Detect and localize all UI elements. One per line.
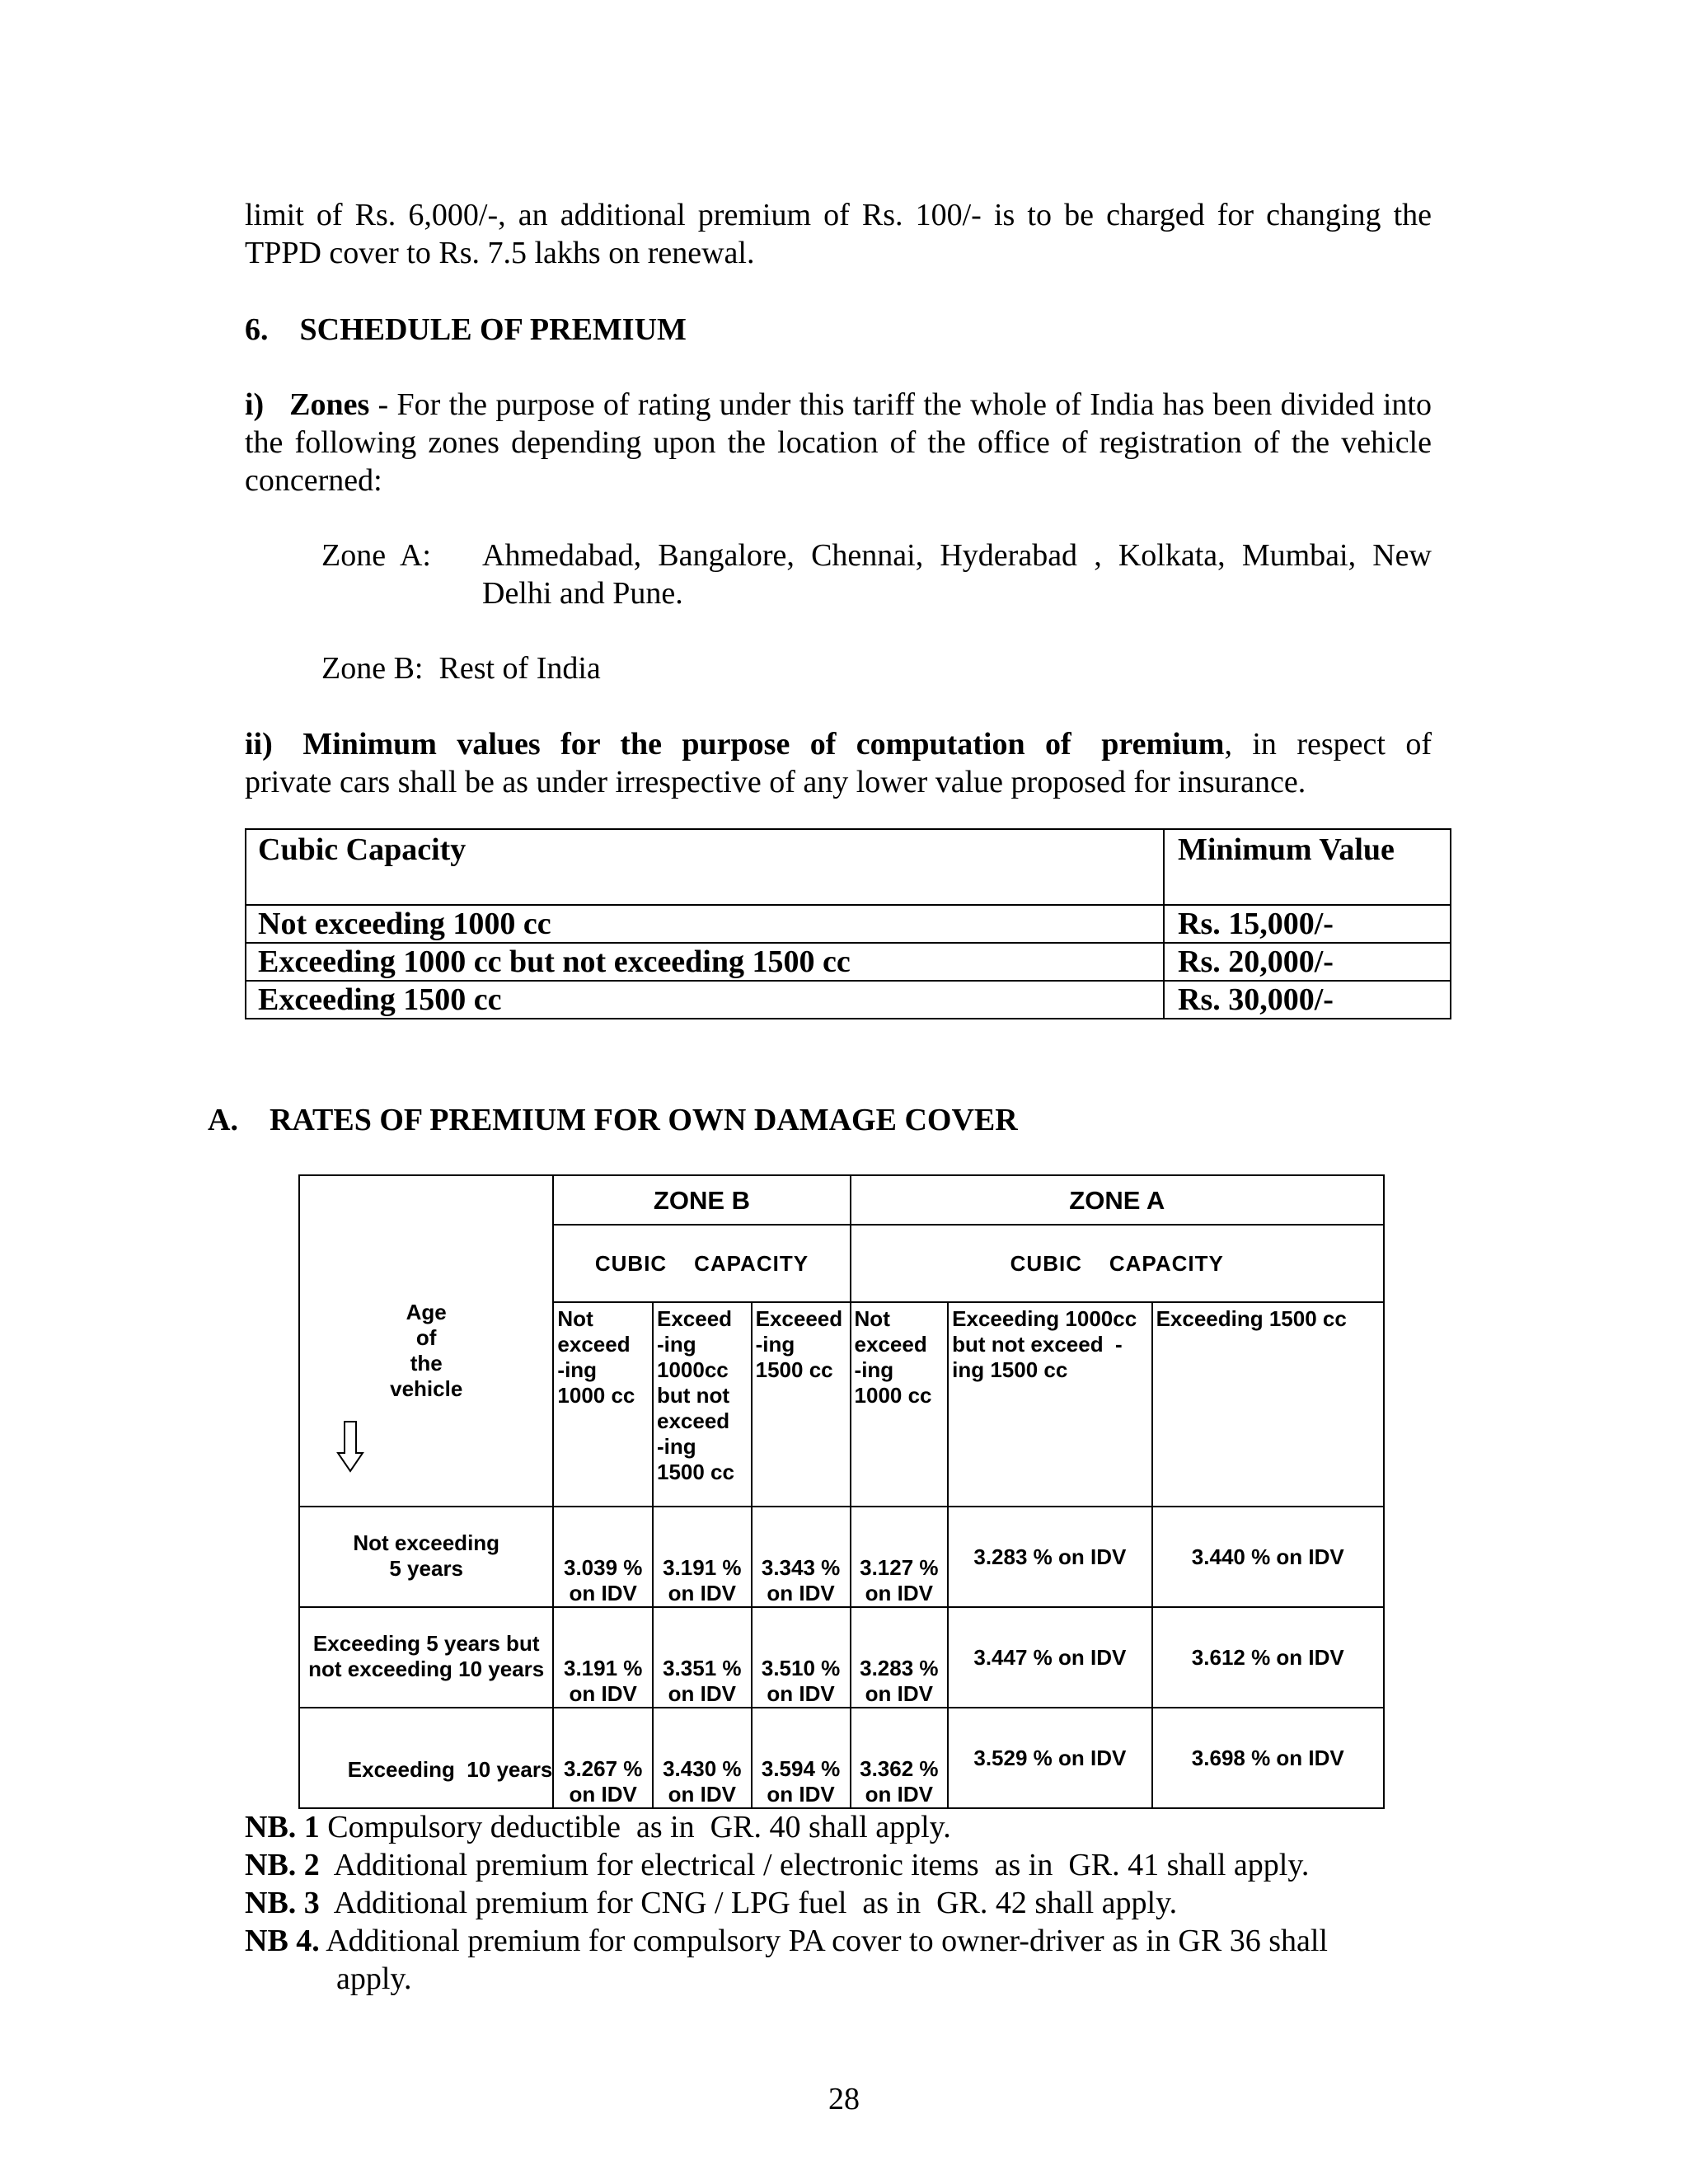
rate-cell: 3.698 % on IDV — [1152, 1708, 1384, 1808]
table-row — [299, 1607, 1384, 1708]
rate-value: 3.351 % — [663, 1656, 742, 1680]
rate-basis: on IDV — [865, 1581, 933, 1605]
note-label: NB. 3 — [245, 1886, 320, 1920]
age-of-vehicle-header — [299, 1175, 553, 1507]
rate-value: 3.039 % — [563, 1555, 643, 1580]
rate-value: 3.594 % — [761, 1756, 841, 1781]
rate-basis: on IDV — [668, 1782, 736, 1807]
zone-b-header: ZONE B — [553, 1175, 850, 1225]
note-1 — [245, 1808, 951, 1846]
rate-basis: on IDV — [569, 1581, 637, 1605]
value-cell: Rs. 15,000/- — [1164, 905, 1451, 943]
table-header-row — [246, 829, 1451, 905]
minimum-values-text: , in respect of private cars shall be as under irrespective of any lower value proposed for insurance. — [245, 727, 1440, 799]
rate-value: 3.510 % — [761, 1656, 841, 1680]
zones-label: i) Zones — [245, 387, 370, 422]
table-row — [246, 943, 1451, 981]
rate-value: 3.430 % — [663, 1756, 742, 1781]
note-label: NB 4. — [245, 1924, 320, 1958]
table-row — [299, 1708, 1384, 1808]
subheader-line: 1000cc — [656, 1357, 729, 1382]
age-row-label — [299, 1607, 553, 1708]
capacity-cell: Exceeding 1500 cc — [246, 981, 1164, 1019]
zone-a-label: Zone A: — [321, 538, 431, 573]
down-arrow-icon — [336, 1420, 364, 1473]
label-line: Exceeding 10 years — [347, 1757, 553, 1782]
rate-value: 3.191 % — [663, 1555, 742, 1580]
subheader-line: Exceeed — [755, 1306, 843, 1331]
rate-cell — [851, 1708, 949, 1808]
rate-basis: on IDV — [767, 1681, 835, 1706]
minimum-values-paragraph — [245, 725, 1440, 801]
age-line: Age — [406, 1300, 447, 1324]
note-2 — [245, 1846, 1309, 1884]
subheader-line: but not — [656, 1383, 730, 1408]
rate-cell: 3.283 % on IDV — [948, 1507, 1151, 1607]
note-4-continuation: apply. — [336, 1961, 412, 1996]
rate-basis: on IDV — [865, 1782, 933, 1807]
rate-basis: on IDV — [668, 1681, 736, 1706]
rate-cell: 3.440 % on IDV — [1152, 1507, 1384, 1607]
minimum-value-header: Minimum Value — [1164, 829, 1451, 905]
rate-basis: on IDV — [569, 1681, 637, 1706]
zone-b-1000-to-1500cc — [653, 1302, 752, 1507]
rate-cell — [752, 1607, 851, 1708]
value-cell: Rs. 30,000/- — [1164, 981, 1451, 1019]
label-line: Not exceeding — [353, 1530, 500, 1555]
zone-b-not-exceeding-1000cc — [553, 1302, 653, 1507]
zone-a-not-exceeding-1000cc — [851, 1302, 949, 1507]
label-line: 5 years — [389, 1556, 464, 1581]
age-row-label — [299, 1507, 553, 1607]
rate-cell — [752, 1708, 851, 1808]
zones-paragraph — [245, 386, 1432, 499]
rate-cell — [653, 1708, 752, 1808]
section-a-heading: A. RATES OF PREMIUM FOR OWN DAMAGE COVER — [208, 1103, 1018, 1137]
subheader-line: 1000 cc — [854, 1383, 932, 1408]
age-row-label — [299, 1708, 553, 1808]
cubic-capacity-header: Cubic Capacity — [246, 829, 1164, 905]
subheader-line: -ing — [557, 1357, 598, 1382]
note-4 — [245, 1922, 1328, 1960]
rate-value: 3.267 % — [563, 1756, 643, 1781]
table-row — [246, 905, 1451, 943]
subheader-line: 1500 cc — [656, 1460, 734, 1484]
rate-basis: on IDV — [767, 1581, 835, 1605]
label-line: Exceeding 5 years but — [312, 1631, 540, 1656]
zone-b-exceeding-1500cc — [752, 1302, 851, 1507]
subheader-line: Not — [557, 1306, 593, 1331]
subheader-line: 1000 cc — [557, 1383, 635, 1408]
label-line: not exceeding 10 years — [308, 1657, 545, 1681]
table-row — [299, 1507, 1384, 1607]
table-row — [246, 981, 1451, 1019]
age-line: the — [410, 1351, 443, 1376]
subheader-line: exceed — [656, 1408, 730, 1433]
rate-value: 3.127 % — [860, 1555, 939, 1580]
note-text: Compulsory deductible as in GR. 40 shall apply. — [319, 1810, 951, 1844]
value-cell: Rs. 20,000/- — [1164, 943, 1451, 981]
rate-cell — [653, 1507, 752, 1607]
rate-basis: on IDV — [767, 1782, 835, 1807]
note-text: Additional premium for compulsory PA cover to owner-driver as in GR 36 shall — [319, 1924, 1328, 1958]
subheader-line: 1500 cc — [755, 1357, 833, 1382]
subheader-line: ing 1500 cc — [952, 1357, 1068, 1382]
subheader-line: -ing — [755, 1332, 795, 1357]
rate-cell — [553, 1607, 653, 1708]
subheader-line: but not exceed - — [952, 1332, 1123, 1357]
zone-header-row — [299, 1175, 1384, 1225]
rate-value: 3.362 % — [860, 1756, 939, 1781]
minimum-value-table — [245, 828, 1451, 1019]
subheader-line: Exceed — [656, 1306, 733, 1331]
age-line: vehicle — [390, 1376, 463, 1401]
rate-basis: on IDV — [865, 1681, 933, 1706]
zone-a-exceeding-1500cc — [1152, 1302, 1384, 1507]
note-label: NB. 1 — [245, 1810, 320, 1844]
note-3 — [245, 1884, 1177, 1922]
rate-value: 3.343 % — [761, 1555, 841, 1580]
rate-cell — [553, 1507, 653, 1607]
rate-value: 3.283 % — [860, 1656, 939, 1680]
rate-basis: on IDV — [668, 1581, 736, 1605]
subheader-line: Exceeding 1500 cc — [1156, 1306, 1347, 1331]
rate-cell: 3.612 % on IDV — [1152, 1607, 1384, 1708]
rate-cell — [653, 1607, 752, 1708]
zone-b-line: Zone B: Rest of India — [321, 651, 601, 686]
subheader-line: exceed — [557, 1332, 631, 1357]
minimum-values-label: ii) Minimum values for the purpose of computation of premium — [245, 727, 1225, 762]
subheader-line: -ing — [656, 1434, 696, 1459]
rate-value: 3.191 % — [563, 1656, 643, 1680]
intro-paragraph: limit of Rs. 6,000/-, an additional premium of Rs. 100/- is to be charged for changing the TPPD cover to Rs. 7.5 lakhs on renewal. — [245, 198, 1432, 270]
capacity-cell: Not exceeding 1000 cc — [246, 905, 1164, 943]
note-label: NB. 2 — [245, 1848, 320, 1882]
note-text: Additional premium for electrical / electronic items as in GR. 41 shall apply. — [319, 1848, 1310, 1882]
rate-cell: 3.529 % on IDV — [948, 1708, 1151, 1808]
rate-cell — [851, 1507, 949, 1607]
subheader-line: exceed — [854, 1332, 927, 1357]
rate-cell — [553, 1708, 653, 1808]
capacity-cell: Exceeding 1000 cc but not exceeding 1500 cc — [246, 943, 1164, 981]
rate-cell: 3.447 % on IDV — [948, 1607, 1151, 1708]
zone-a-cities: Ahmedabad, Bangalore, Chennai, Hyderabad , Kolkata, Mumbai, New Delhi and Pune. — [482, 538, 1432, 611]
own-damage-rates-table — [298, 1174, 1385, 1809]
rate-cell — [851, 1607, 949, 1708]
page-number: 28 — [828, 2082, 860, 2116]
zone-b-cubic-capacity: CUBIC CAPACITY — [553, 1225, 850, 1302]
section-6-heading: 6. SCHEDULE OF PREMIUM — [245, 312, 687, 347]
subheader-line: Exceeding 1000cc — [952, 1306, 1137, 1331]
rate-basis: on IDV — [569, 1782, 637, 1807]
note-text: Additional premium for CNG / LPG fuel as in GR. 42 shall apply. — [319, 1886, 1178, 1920]
age-line: of — [415, 1325, 437, 1350]
zone-a-cubic-capacity: CUBIC CAPACITY — [851, 1225, 1384, 1302]
rate-cell — [752, 1507, 851, 1607]
subheader-line: Not — [854, 1306, 890, 1331]
zone-a-header: ZONE A — [851, 1175, 1384, 1225]
subheader-line: -ing — [656, 1332, 696, 1357]
zones-text: - For the purpose of rating under this tariff the whole of India has been divided into the following zones depending upon the location of the office of registration of the vehicle concerned: — [245, 387, 1432, 498]
zone-a-1000-to-1500cc — [948, 1302, 1151, 1507]
subheader-line: -ing — [854, 1357, 894, 1382]
